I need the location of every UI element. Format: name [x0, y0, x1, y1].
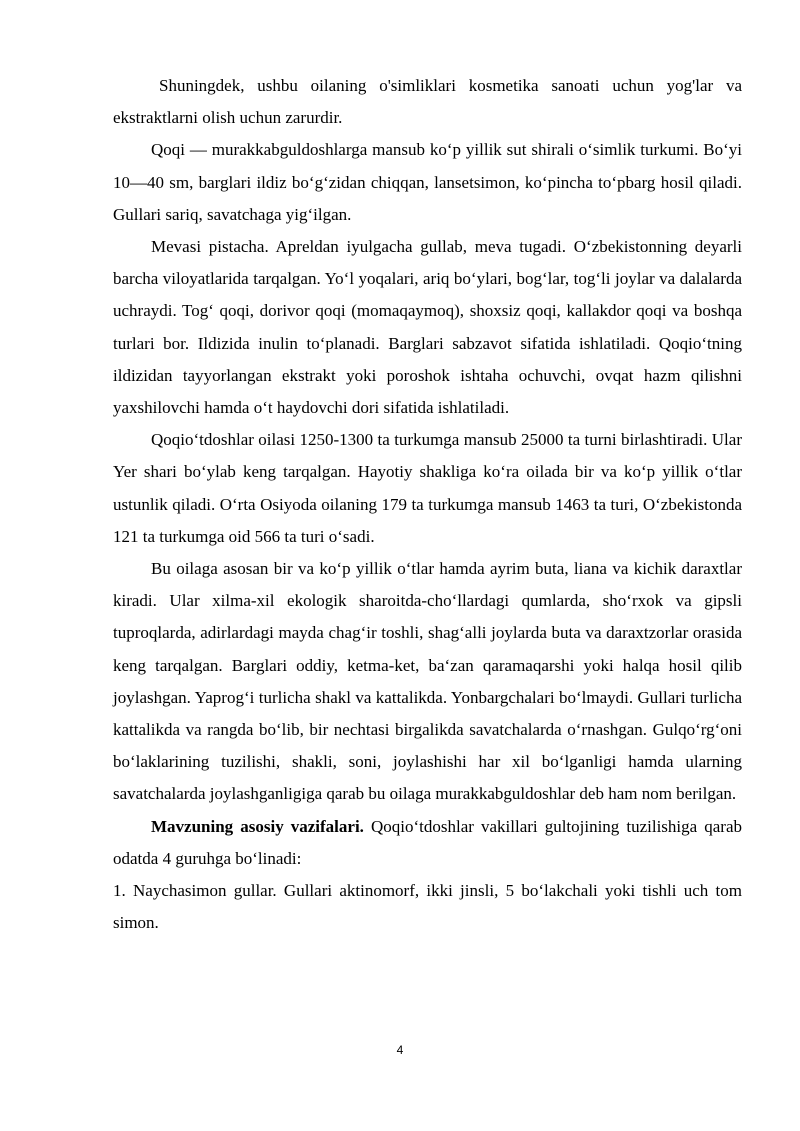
- paragraph-fruit-distribution: Mevasi pistacha. Apreldan iyulgacha gullab, meva tugadi. O‘zbekistonning deyarli barcha viloyatlarida tarqalgan. Yo‘l yoqalari, ariq bo‘ylari, bog‘lar, tog‘li joylar va dalalarda uchraydi. Tog‘ qoqi, dorivor qoqi (momaqaymoq), shoxsiz qoqi, kallakdor qoqi va boshqa turlari bor. Ildizida inulin to‘planadi. Barglari sabzavot sifatida ishlatiladi. Qoqio‘tning ildizidan tayyorlangan ekstrakt yoki poroshok ishtaha ochuvchi, ovqat hazm qilishni yaxshilovchi hamda o‘t haydovchi dori sifatida ishlatiladi.: [113, 237, 742, 418]
- paragraph-family-statistics: Qoqio‘tdoshlar oilasi 1250-1300 ta turkumga mansub 25000 ta turni birlashtiradi. Ular Yer shari bo‘ylab keng tarqalgan. Hayotiy shakliga ko‘ra oilada bir va ko‘p yillik o‘tlar ustunlik qiladi. O‘rta Osiyoda oilaning 179 ta turkumga mansub 1463 ta turi, O‘zbekistonda 121 ta turkumga oid 566 ta turi o‘sadi.: [113, 430, 742, 546]
- paragraph-cosmetics: Shuningdek, ushbu oilaning o'simliklari kosmetika sanoati uchun yog'lar va ekstraktlarni olish uchun zarurdir.: [113, 76, 742, 128]
- list-item-tubular-flowers: 1. Naychasimon gullar. Gullari aktinomorf, ikki jinsli, 5 bo‘lakchali yoki tishli uch tom simon.: [113, 881, 742, 933]
- paragraph-family-ecology: Bu oilaga asosan bir va ko‘p yillik o‘tlar hamda ayrim buta, liana va kichik daraxtlar kiradi. Ular xilma-xil ekologik sharoitda-cho‘llardagi qumlarda, sho‘rxok va gipsli tuproqlarda, adirlardagi mayda chag‘ir toshli, shag‘alli joylarda buta va daraxtzorlar orasida keng tarqalgan. Barglari oddiy, ketma-ket, ba‘zan qaramaqarshi yoki halqa hosil qilib joylashgan. Yaprog‘i turlicha shakl va kattalikda. Yonbargchalari bo‘lmaydi. Gullari turlicha kattalikda va rangda bo‘lib, bir nechtasi birgalikda savatchalarda o‘rnashgan. Gulqo‘rg‘oni bo‘laklarining tuzilishi, shakli, soni, joylashishi har xil bo‘lganligi hamda ularning savatchalarda joylashganligiga qarab bu oilaga murakkabguldoshlar deb ham nom berilgan.: [113, 559, 742, 804]
- paragraph-main-tasks: [113, 811, 742, 875]
- section-heading: Mavzuning asosiy vazifalari.: [151, 816, 364, 836]
- paragraph-qoqi-description: Qoqi — murakkabguldoshlarga mansub ko‘p yillik sut shirali o‘simlik turkumi. Bo‘yi 10—40 sm, barglari ildiz bo‘g‘zidan chiqqan, lansetsimon, ko‘pincha to‘pbarg hosil qiladi. Gullari sariq, savatchaga yig‘ilgan.: [113, 140, 742, 224]
- page-number: 4: [396, 1043, 404, 1057]
- section-text: Qoqio‘tdoshlar vakillari gultojining tuzilishiga qarab odatda 4 guruhga bo‘linadi:: [113, 816, 743, 868]
- document-page: [113, 70, 742, 939]
